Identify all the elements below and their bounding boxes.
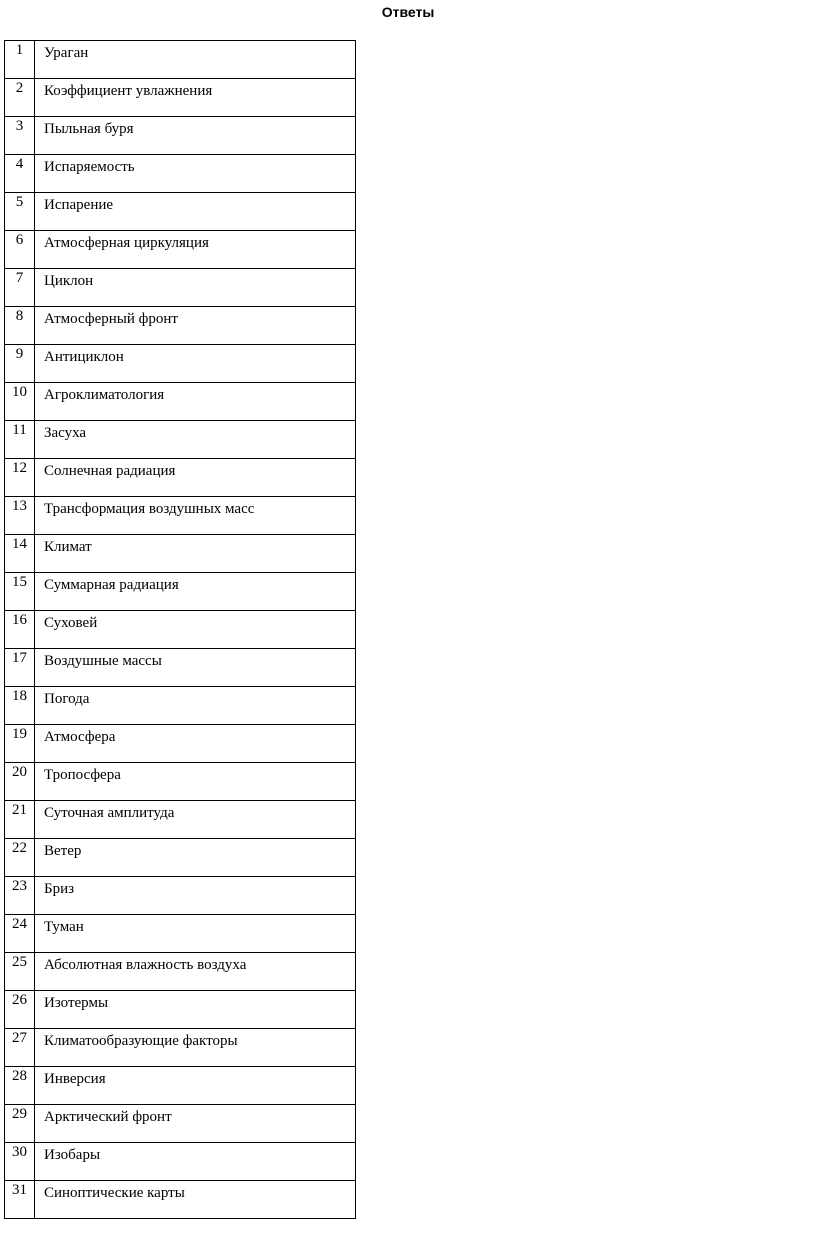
row-term: Трансформация воздушных масс [35,497,356,535]
row-number: 21 [5,801,35,839]
row-number: 28 [5,1067,35,1105]
row-term: Атмосферная циркуляция [35,231,356,269]
row-number: 29 [5,1105,35,1143]
table-row [5,1029,356,1067]
table-row [5,763,356,801]
row-term: Изотермы [35,991,356,1029]
row-number: 14 [5,535,35,573]
table-row [5,345,356,383]
row-term: Атмосфера [35,725,356,763]
row-number: 19 [5,725,35,763]
row-number: 17 [5,649,35,687]
table-row [5,41,356,79]
row-term: Климат [35,535,356,573]
table-row [5,383,356,421]
row-number: 9 [5,345,35,383]
table-row [5,915,356,953]
row-number: 7 [5,269,35,307]
table-row [5,839,356,877]
row-number: 1 [5,41,35,79]
row-number: 25 [5,953,35,991]
row-term: Антициклон [35,345,356,383]
table-row [5,1067,356,1105]
row-term: Суховей [35,611,356,649]
row-term: Туман [35,915,356,953]
answers-table-body [5,41,356,1219]
row-number: 18 [5,687,35,725]
table-row [5,801,356,839]
row-term: Абсолютная влажность воздуха [35,953,356,991]
table-row [5,725,356,763]
row-term: Пыльная буря [35,117,356,155]
row-term: Бриз [35,877,356,915]
row-term: Тропосфера [35,763,356,801]
row-number: 31 [5,1181,35,1219]
row-term: Суммарная радиация [35,573,356,611]
table-row [5,497,356,535]
row-term: Атмосферный фронт [35,307,356,345]
row-number: 2 [5,79,35,117]
row-number: 4 [5,155,35,193]
row-term: Климатообразующие факторы [35,1029,356,1067]
row-term: Циклон [35,269,356,307]
answers-table [4,40,356,1219]
row-number: 24 [5,915,35,953]
table-row [5,79,356,117]
table-row [5,193,356,231]
row-number: 15 [5,573,35,611]
row-number: 10 [5,383,35,421]
table-row [5,991,356,1029]
row-number: 13 [5,497,35,535]
row-number: 20 [5,763,35,801]
table-row [5,877,356,915]
row-number: 30 [5,1143,35,1181]
row-term: Синоптические карты [35,1181,356,1219]
row-term: Агроклиматология [35,383,356,421]
row-number: 6 [5,231,35,269]
row-number: 12 [5,459,35,497]
table-row [5,155,356,193]
table-row [5,307,356,345]
row-term: Погода [35,687,356,725]
row-term: Ураган [35,41,356,79]
table-row [5,1105,356,1143]
row-term: Ветер [35,839,356,877]
row-number: 8 [5,307,35,345]
table-row [5,231,356,269]
table-row [5,1143,356,1181]
table-row [5,535,356,573]
table-row [5,269,356,307]
table-row [5,687,356,725]
row-term: Испарение [35,193,356,231]
table-row [5,649,356,687]
table-row [5,953,356,991]
table-row [5,1181,356,1219]
row-term: Испаряемость [35,155,356,193]
table-row [5,611,356,649]
row-number: 5 [5,193,35,231]
row-term: Солнечная радиация [35,459,356,497]
row-term: Суточная амплитуда [35,801,356,839]
row-number: 11 [5,421,35,459]
row-term: Инверсия [35,1067,356,1105]
row-term: Изобары [35,1143,356,1181]
row-term: Арктический фронт [35,1105,356,1143]
row-number: 27 [5,1029,35,1067]
page-title: Ответы [381,4,435,20]
row-term: Коэффициент увлажнения [35,79,356,117]
row-number: 16 [5,611,35,649]
table-row [5,459,356,497]
row-number: 23 [5,877,35,915]
table-row [5,573,356,611]
table-row [5,117,356,155]
row-term: Воздушные массы [35,649,356,687]
row-number: 26 [5,991,35,1029]
row-number: 3 [5,117,35,155]
row-number: 22 [5,839,35,877]
row-term: Засуха [35,421,356,459]
table-row [5,421,356,459]
